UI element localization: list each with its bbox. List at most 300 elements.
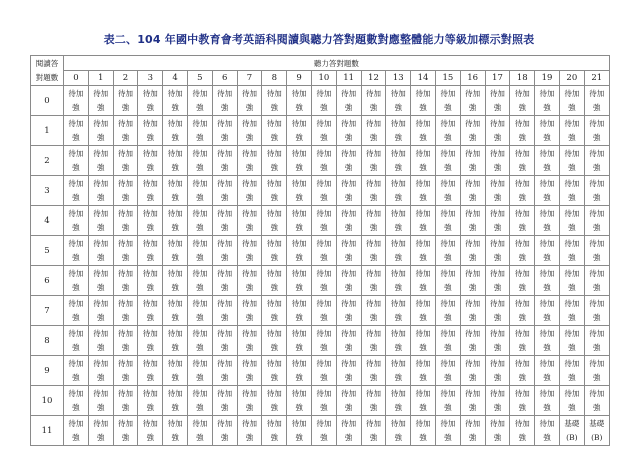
listening-count-header: 12 [361,71,386,86]
level-cell: 待加 強 [411,86,436,116]
level-cell: 待加 強 [287,116,312,146]
reading-count-header: 9 [31,356,64,386]
table-row [31,236,610,266]
level-cell: 待加 強 [336,356,361,386]
level-cell: 待加 強 [485,416,510,446]
level-cell: 待加 強 [510,266,535,296]
level-cell: 待加 強 [262,416,287,446]
level-cell: 待加 強 [212,206,237,236]
level-cell: 待加 強 [88,386,113,416]
level-cell: 待加 強 [386,386,411,416]
level-cell: 待加 強 [386,176,411,206]
level-cell: 待加 強 [411,266,436,296]
table-row [31,296,610,326]
level-cell: 待加 強 [237,266,262,296]
level-cell: 待加 強 [584,386,609,416]
level-cell: 待加 強 [163,86,188,116]
level-cell: 待加 強 [361,116,386,146]
level-cell: 待加 強 [64,266,89,296]
reading-count-header: 4 [31,206,64,236]
level-cell: 待加 強 [113,416,138,446]
level-cell: 待加 強 [262,116,287,146]
level-cell: 待加 強 [212,146,237,176]
level-cell: 待加 強 [187,206,212,236]
level-cell: 待加 強 [187,146,212,176]
level-cell: 待加 強 [88,296,113,326]
level-cell: 待加 強 [435,386,460,416]
level-cell: 待加 強 [138,416,163,446]
level-cell: 待加 強 [88,176,113,206]
level-cell: 待加 強 [113,86,138,116]
level-cell: 待加 強 [361,416,386,446]
level-cell: 待加 強 [411,386,436,416]
level-cell: 待加 強 [361,206,386,236]
level-cell: 基礎 (B) [584,416,609,446]
level-cell: 待加 強 [485,296,510,326]
table-row [31,326,610,356]
level-cell: 待加 強 [435,206,460,236]
level-cell: 待加 強 [311,266,336,296]
reading-count-header: 11 [31,416,64,446]
level-cell: 待加 強 [187,116,212,146]
level-cell: 待加 強 [212,326,237,356]
level-cell: 待加 強 [336,206,361,236]
reading-count-header: 10 [31,386,64,416]
level-cell: 待加 強 [460,86,485,116]
level-cell: 待加 強 [88,416,113,446]
level-cell: 待加 強 [212,356,237,386]
level-cell: 待加 強 [163,326,188,356]
level-cell: 待加 強 [64,326,89,356]
level-cell: 待加 強 [485,236,510,266]
listening-count-header: 2 [113,71,138,86]
level-cell: 待加 強 [138,176,163,206]
listening-count-header: 16 [460,71,485,86]
level-cell: 待加 強 [64,146,89,176]
level-cell: 待加 強 [584,86,609,116]
level-cell: 待加 強 [510,296,535,326]
level-cell: 待加 強 [237,206,262,236]
level-cell: 待加 強 [163,146,188,176]
level-cell: 待加 強 [584,296,609,326]
level-cell: 待加 強 [163,206,188,236]
level-cell: 待加 強 [212,176,237,206]
level-cell: 待加 強 [485,86,510,116]
level-cell: 待加 強 [485,146,510,176]
level-cell: 待加 強 [386,116,411,146]
level-cell: 待加 強 [113,386,138,416]
level-cell: 待加 強 [88,266,113,296]
level-cell: 待加 強 [386,206,411,236]
level-cell: 待加 強 [535,326,560,356]
level-cell: 待加 強 [361,386,386,416]
level-cell: 待加 強 [311,296,336,326]
level-cell: 待加 強 [435,116,460,146]
level-cell: 待加 強 [262,86,287,116]
level-cell: 待加 強 [138,266,163,296]
level-cell: 待加 強 [262,326,287,356]
listening-header-cell: 聽力答對題數 [64,56,610,71]
level-cell: 待加 強 [336,416,361,446]
level-cell: 待加 強 [411,416,436,446]
table-row [31,176,610,206]
level-cell: 待加 強 [336,86,361,116]
level-cell: 待加 強 [187,416,212,446]
level-cell: 待加 強 [361,356,386,386]
level-cell: 待加 強 [559,206,584,236]
listening-count-header: 1 [88,71,113,86]
level-cell: 待加 強 [311,236,336,266]
level-cell: 待加 強 [559,176,584,206]
level-cell: 待加 強 [163,236,188,266]
level-cell: 待加 強 [361,176,386,206]
level-cell: 待加 強 [88,146,113,176]
level-cell: 待加 強 [187,356,212,386]
level-cell: 待加 強 [559,326,584,356]
level-cell: 待加 強 [386,296,411,326]
level-cell: 待加 強 [287,86,312,116]
level-cell: 待加 強 [64,296,89,326]
level-cell: 待加 強 [64,356,89,386]
level-cell: 待加 強 [411,116,436,146]
level-cell: 待加 強 [88,356,113,386]
listening-count-header: 19 [535,71,560,86]
level-cell: 待加 強 [262,296,287,326]
level-cell: 待加 強 [435,236,460,266]
level-cell: 待加 強 [411,296,436,326]
level-cell: 待加 強 [336,296,361,326]
level-cell: 待加 強 [187,236,212,266]
listening-count-header: 3 [138,71,163,86]
level-cell: 待加 強 [262,266,287,296]
level-cell: 待加 強 [163,416,188,446]
listening-count-header: 10 [311,71,336,86]
level-cell: 待加 強 [262,386,287,416]
reading-count-header: 8 [31,326,64,356]
level-cell: 待加 強 [460,236,485,266]
level-cell: 待加 強 [287,236,312,266]
level-cell: 待加 強 [311,116,336,146]
level-cell: 待加 強 [510,146,535,176]
level-cell: 待加 強 [361,266,386,296]
level-cell: 待加 強 [535,416,560,446]
level-cell: 待加 強 [460,176,485,206]
level-cell: 待加 強 [163,296,188,326]
level-cell: 待加 強 [510,356,535,386]
level-cell: 待加 強 [559,146,584,176]
level-cell: 待加 強 [88,326,113,356]
level-cell: 待加 強 [311,326,336,356]
level-cell: 待加 強 [138,296,163,326]
level-cell: 待加 強 [386,326,411,356]
level-cell: 待加 強 [187,326,212,356]
level-cell: 待加 強 [187,386,212,416]
level-cell: 待加 強 [187,266,212,296]
level-cell: 待加 強 [336,326,361,356]
level-cell: 待加 強 [138,236,163,266]
level-cell: 待加 強 [485,116,510,146]
level-cell: 待加 強 [212,296,237,326]
level-cell: 待加 強 [311,206,336,236]
listening-count-header: 9 [287,71,312,86]
level-cell: 待加 強 [113,176,138,206]
level-cell: 待加 強 [113,206,138,236]
level-cell: 待加 強 [559,266,584,296]
level-cell: 待加 強 [460,356,485,386]
level-cell: 待加 強 [411,206,436,236]
listening-count-header: 7 [237,71,262,86]
level-cell: 待加 強 [460,296,485,326]
reading-count-header: 7 [31,296,64,326]
listening-count-header: 17 [485,71,510,86]
level-cell: 待加 強 [163,356,188,386]
level-cell: 待加 強 [163,266,188,296]
table-row [31,206,610,236]
level-cell: 待加 強 [435,176,460,206]
table-row [31,356,610,386]
reading-count-header: 5 [31,236,64,266]
level-cell: 待加 強 [138,206,163,236]
table-row [31,266,610,296]
level-cell: 待加 強 [535,146,560,176]
level-cell: 待加 強 [535,236,560,266]
table-row [31,86,610,116]
level-cell: 待加 強 [311,386,336,416]
level-cell: 待加 強 [113,266,138,296]
level-cell: 待加 強 [262,356,287,386]
level-cell: 待加 強 [237,146,262,176]
reading-count-header: 2 [31,146,64,176]
table-row [31,146,610,176]
listening-count-header: 13 [386,71,411,86]
level-cell: 待加 強 [237,356,262,386]
level-cell: 待加 強 [535,176,560,206]
level-cell: 待加 強 [535,386,560,416]
level-cell: 待加 強 [212,116,237,146]
level-cell: 待加 強 [287,326,312,356]
level-cell: 待加 強 [262,146,287,176]
level-cell: 待加 強 [237,416,262,446]
level-cell: 待加 強 [435,356,460,386]
level-cell: 待加 強 [584,146,609,176]
table-row [31,416,610,446]
level-cell: 待加 強 [535,86,560,116]
level-cell: 基礎 (B) [559,416,584,446]
level-cell: 待加 強 [510,116,535,146]
level-cell: 待加 強 [212,386,237,416]
level-cell: 待加 強 [535,356,560,386]
level-cell: 待加 強 [559,236,584,266]
level-cell: 待加 強 [113,116,138,146]
reading-header-cell [31,56,64,86]
listening-count-header: 6 [212,71,237,86]
level-cell: 待加 強 [187,296,212,326]
level-cell: 待加 強 [212,266,237,296]
reading-count-header: 0 [31,86,64,116]
reading-header-line1: 閱讀答 [35,58,59,68]
level-cell: 待加 強 [435,146,460,176]
level-cell: 待加 強 [435,416,460,446]
level-cell: 待加 強 [411,326,436,356]
level-cell: 待加 強 [64,176,89,206]
level-cell: 待加 強 [361,86,386,116]
listening-count-header: 14 [411,71,436,86]
level-cell: 待加 強 [584,236,609,266]
level-cell: 待加 強 [559,86,584,116]
level-cell: 待加 強 [485,206,510,236]
reading-header-line2: 對題數 [35,72,59,82]
listening-count-header: 8 [262,71,287,86]
level-cell: 待加 強 [510,176,535,206]
level-cell: 待加 強 [64,116,89,146]
level-cell: 待加 強 [287,386,312,416]
level-cell: 待加 強 [559,356,584,386]
level-cell: 待加 強 [485,266,510,296]
level-cell: 待加 強 [163,176,188,206]
level-cell: 待加 強 [485,326,510,356]
level-cell: 待加 強 [287,356,312,386]
level-cell: 待加 強 [510,206,535,236]
level-cell: 待加 強 [138,326,163,356]
level-cell: 待加 強 [584,356,609,386]
level-cell: 待加 強 [559,116,584,146]
level-cell: 待加 強 [64,236,89,266]
page-title: 表二、104 年國中教育會考英語科閱讀與聽力答對題數對應整體能力等級加標示對照表 [103,33,535,46]
level-cell: 待加 強 [311,416,336,446]
level-cell: 待加 強 [237,296,262,326]
level-cell: 待加 強 [336,176,361,206]
level-cell: 待加 強 [336,386,361,416]
level-cell: 待加 強 [535,296,560,326]
level-cell: 待加 強 [460,326,485,356]
level-cell: 待加 強 [138,86,163,116]
level-cell: 待加 強 [138,386,163,416]
level-cell: 待加 強 [460,416,485,446]
level-cell: 待加 強 [584,206,609,236]
level-cell: 待加 強 [113,296,138,326]
level-cell: 待加 強 [485,176,510,206]
reading-count-header: 1 [31,116,64,146]
header-row-1 [31,56,610,71]
level-cell: 待加 強 [485,386,510,416]
level-cell: 待加 強 [237,386,262,416]
level-cell: 待加 強 [311,86,336,116]
level-cell: 待加 強 [559,386,584,416]
level-cell: 待加 強 [510,386,535,416]
level-cell: 待加 強 [88,86,113,116]
level-cell: 待加 強 [138,146,163,176]
level-cell: 待加 強 [435,326,460,356]
level-cell: 待加 強 [535,266,560,296]
listening-count-header: 5 [187,71,212,86]
listening-count-header: 11 [336,71,361,86]
level-cell: 待加 強 [559,296,584,326]
level-cell: 待加 強 [287,296,312,326]
level-cell: 待加 強 [237,326,262,356]
level-cell: 待加 強 [336,116,361,146]
level-cell: 待加 強 [311,146,336,176]
level-cell: 待加 強 [163,116,188,146]
level-cell: 待加 強 [88,236,113,266]
level-cell: 待加 強 [361,146,386,176]
level-cell: 待加 強 [113,236,138,266]
level-cell: 待加 強 [113,146,138,176]
listening-count-header: 0 [64,71,89,86]
level-cell: 待加 強 [113,356,138,386]
level-cell: 待加 強 [386,266,411,296]
level-cell: 待加 強 [584,266,609,296]
table-row [31,116,610,146]
table-row [31,386,610,416]
level-cell: 待加 強 [88,116,113,146]
level-cell: 待加 強 [510,326,535,356]
level-cell: 待加 強 [584,116,609,146]
level-cell: 待加 強 [138,116,163,146]
level-cell: 待加 強 [64,206,89,236]
level-cell: 待加 強 [64,386,89,416]
level-cell: 待加 強 [361,296,386,326]
level-cell: 待加 強 [386,416,411,446]
level-cell: 待加 強 [287,206,312,236]
level-cell: 待加 強 [510,416,535,446]
level-cell: 待加 強 [584,176,609,206]
level-cell: 待加 強 [262,236,287,266]
level-cell: 待加 強 [113,326,138,356]
level-cell: 待加 強 [262,176,287,206]
header-row-2 [31,71,610,86]
level-cell: 待加 強 [386,86,411,116]
level-cell: 待加 強 [460,146,485,176]
level-cell: 待加 強 [485,356,510,386]
level-cell: 待加 強 [460,386,485,416]
level-cell: 待加 強 [237,116,262,146]
level-cell: 待加 強 [212,416,237,446]
listening-count-header: 18 [510,71,535,86]
level-cell: 待加 強 [510,86,535,116]
level-cell: 待加 強 [262,206,287,236]
reading-count-header: 6 [31,266,64,296]
score-level-table [30,55,610,446]
level-cell: 待加 強 [336,236,361,266]
level-cell: 待加 強 [510,236,535,266]
level-cell: 待加 強 [460,116,485,146]
level-cell: 待加 強 [361,236,386,266]
level-cell: 待加 強 [386,356,411,386]
level-cell: 待加 強 [411,176,436,206]
listening-count-header: 4 [163,71,188,86]
level-cell: 待加 強 [212,86,237,116]
listening-count-header: 21 [584,71,609,86]
level-cell: 待加 強 [386,236,411,266]
level-cell: 待加 強 [287,416,312,446]
level-cell: 待加 強 [435,266,460,296]
level-cell: 待加 強 [88,206,113,236]
level-cell: 待加 強 [163,386,188,416]
level-cell: 待加 強 [361,326,386,356]
level-cell: 待加 強 [237,236,262,266]
listening-count-header: 20 [559,71,584,86]
level-cell: 待加 強 [411,146,436,176]
level-cell: 待加 強 [64,86,89,116]
level-cell: 待加 強 [411,236,436,266]
level-cell: 待加 強 [64,416,89,446]
level-cell: 待加 強 [535,116,560,146]
level-cell: 待加 強 [411,356,436,386]
level-cell: 待加 強 [435,296,460,326]
level-cell: 待加 強 [535,206,560,236]
level-cell: 待加 強 [138,356,163,386]
level-cell: 待加 強 [336,146,361,176]
